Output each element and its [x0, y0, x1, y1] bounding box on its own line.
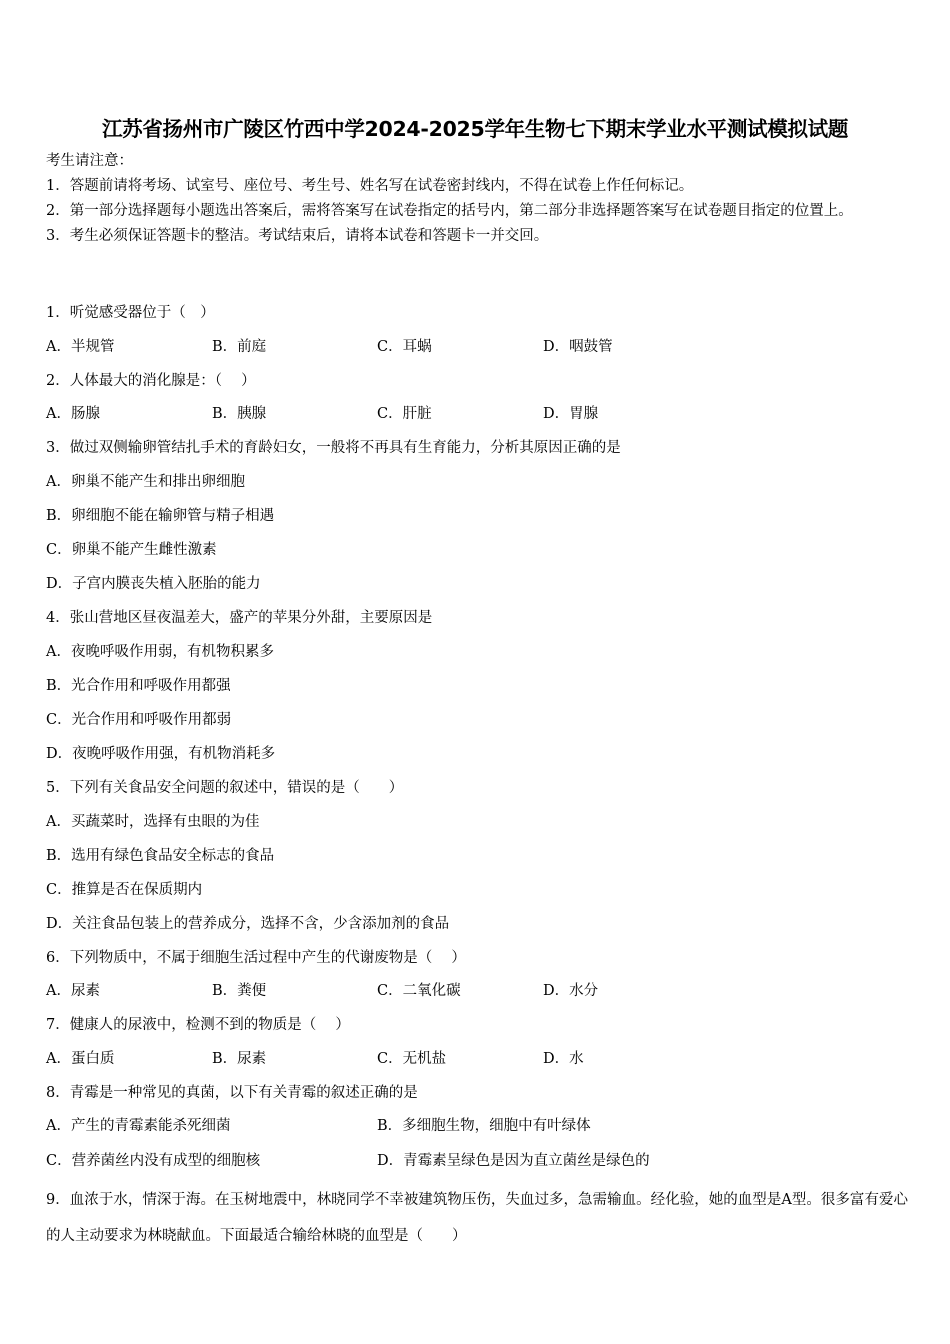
option-c: C．二氧化碳	[377, 983, 461, 999]
option-b: B．尿素	[212, 1051, 267, 1067]
option-c: C．肝脏	[377, 406, 432, 422]
question-stem: 5．下列有关食品安全问题的叙述中，错误的是（ ）	[46, 780, 404, 796]
options-row	[46, 1149, 908, 1171]
option-d: D．夜晚呼吸作用强，有机物消耗多	[46, 746, 276, 762]
options-row	[46, 1047, 908, 1069]
question-stem: 6．下列物质中，不属于细胞生活过程中产生的代谢废物是（ ）	[46, 950, 466, 966]
option-a: A．肠腺	[46, 406, 100, 422]
option-c: C．营养菌丝内没有成型的细胞核	[46, 1153, 261, 1169]
option-c: C．耳蜗	[377, 339, 432, 355]
notice-item: 2．第一部分选择题每小题选出答案后，需将答案写在试卷指定的括号内，第二部分非选择题答案写在试卷题目指定的位置上。	[46, 203, 853, 219]
option-b: B．前庭	[212, 339, 267, 355]
notice-item: 1．答题前请将考场、试室号、座位号、考生号、姓名写在试卷密封线内，不得在试卷上作任何标记。	[46, 178, 694, 194]
option-d: D．咽鼓管	[543, 339, 613, 355]
option-a: A．夜晚呼吸作用弱，有机物积累多	[46, 644, 274, 660]
notice-heading: 考生请注意：	[46, 153, 133, 169]
option-d: D．水	[543, 1051, 584, 1067]
question-stem: 3．做过双侧输卵管结扎手术的育龄妇女，一般将不再具有生育能力，分析其原因正确的是	[46, 440, 621, 456]
options-row	[46, 335, 908, 357]
option-c: C．卵巢不能产生雌性激素	[46, 542, 217, 558]
options-row	[46, 979, 908, 1001]
question-stem: 7．健康人的尿液中，检测不到的物质是（ ）	[46, 1017, 350, 1033]
option-d: D．子宫内膜丧失植入胚胎的能力	[46, 576, 261, 592]
option-a: A．买蔬菜时，选择有虫眼的为佳	[46, 814, 260, 830]
option-c: C．推算是否在保质期内	[46, 882, 203, 898]
option-c: C．光合作用和呼吸作用都弱	[46, 712, 232, 728]
option-a: A．半规管	[46, 339, 115, 355]
option-d: D．胃腺	[543, 406, 599, 422]
question-stem: 1．听觉感受器位于（ ）	[46, 305, 215, 321]
option-d: D．关注食品包装上的营养成分，选择不含，少含添加剂的食品	[46, 916, 450, 932]
options-row	[46, 1114, 908, 1136]
option-d: D．水分	[543, 983, 599, 999]
option-a: A．蛋白质	[46, 1051, 115, 1067]
notice-section	[46, 149, 906, 249]
option-b: B．卵细胞不能在输卵管与精子相遇	[46, 508, 275, 524]
question-stem: 2．人体最大的消化腺是：（ ）	[46, 373, 256, 389]
question-stem: 4．张山营地区昼夜温差大，盛产的苹果分外甜，主要原因是	[46, 610, 433, 626]
option-a: A．尿素	[46, 983, 100, 999]
option-b: B．胰腺	[212, 406, 267, 422]
options-row	[46, 402, 908, 424]
option-c: C．无机盐	[377, 1051, 447, 1067]
option-b: B．粪便	[212, 983, 267, 999]
option-b: B．选用有绿色食品安全标志的食品	[46, 848, 275, 864]
question-stem: 9．血浓于水，情深于海。在玉树地震中，林晓同学不幸被建筑物压伤，失血过多，急需输血。经化验，她的血型是A型。很多富有爱心的人主动要求为林晓献血。下面最适合输给林晓的血型是（ ）	[46, 1192, 908, 1244]
option-b: B．光合作用和呼吸作用都强	[46, 678, 231, 694]
option-b: B．多细胞生物，细胞中有叶绿体	[377, 1118, 591, 1134]
option-d: D．青霉素呈绿色是因为直立菌丝是绿色的	[377, 1153, 650, 1169]
notice-item: 3．考生必须保证答题卡的整洁。考试结束后，请将本试卷和答题卡一并交回。	[46, 228, 549, 244]
option-a: A．产生的青霉素能杀死细菌	[46, 1118, 231, 1134]
question-stem: 8．青霉是一种常见的真菌，以下有关青霉的叙述正确的是	[46, 1085, 418, 1101]
option-a: A．卵巢不能产生和排出卵细胞	[46, 474, 245, 490]
exam-title: 江苏省扬州市广陵区竹西中学2024-2025学年生物七下期末学业水平测试模拟试题	[101, 117, 849, 141]
